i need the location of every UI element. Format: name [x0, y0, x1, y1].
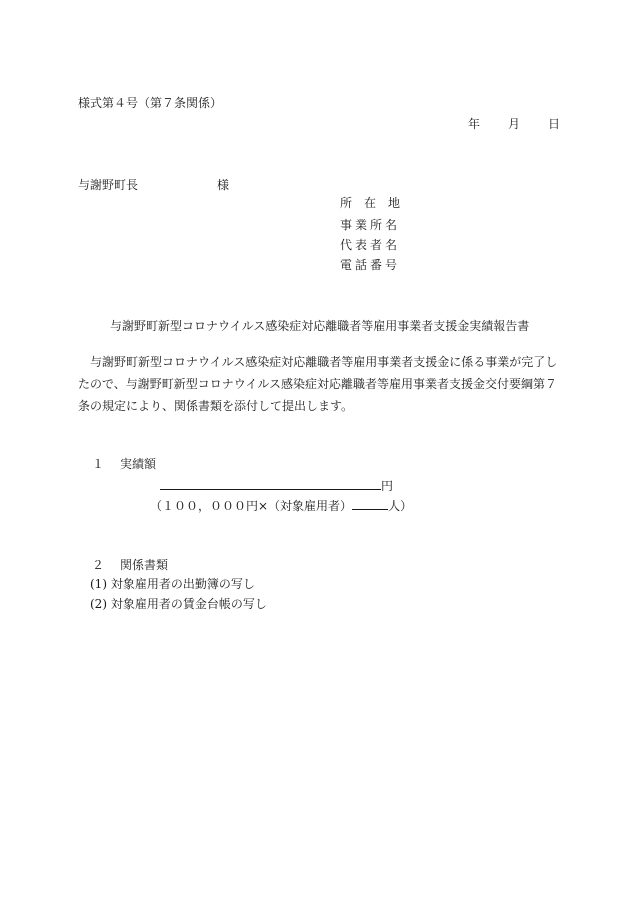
body-line: 与謝野町新型コロナウイルス感染症対応離職者等雇用事業者支援金に係る事業が完了し: [90, 355, 558, 369]
date-day: 日: [548, 117, 561, 131]
body-line: たので、与謝野町新型コロナウイルス感染症対応離職者等雇用事業者支援金交付要綱第７: [78, 377, 558, 391]
field-address: 所 在 地: [340, 196, 401, 210]
document-item: (2) 対象雇用者の賃金台帳の写し: [90, 597, 267, 611]
formula-suffix: 人）: [388, 499, 413, 513]
date-year: 年: [468, 117, 481, 131]
date-month: 月: [508, 117, 521, 131]
section2-heading: [92, 559, 168, 571]
section2-title: 関係書類: [120, 558, 169, 572]
section1-heading: [92, 458, 156, 470]
document-item: (1) 対象雇用者の出勤簿の写し: [90, 577, 255, 591]
document-title: 与謝野町新型コロナウイルス感染症対応離職者等雇用事業者支援金実績報告書: [110, 319, 530, 333]
body-line: 条の規定により、関係書類を添付して提出します。: [78, 399, 354, 413]
amount-blank: [160, 478, 381, 490]
field-business-name: 事業所名: [340, 218, 401, 232]
employee-count-blank: [352, 498, 388, 510]
amount-line: [160, 478, 393, 492]
amount-unit: 円: [381, 479, 394, 493]
formula-prefix: （１００，０００円×（対象雇用者）: [150, 499, 353, 513]
date-line: [468, 118, 560, 130]
body-paragraph: [78, 351, 556, 417]
recipient-honorific: 様: [217, 178, 230, 192]
recipient-name: 与謝野町長: [78, 178, 139, 192]
section2-number: ２: [92, 558, 105, 572]
form-number: 様式第４号（第７条関係）: [78, 96, 223, 110]
section1-title: 実績額: [120, 457, 157, 471]
section1-number: １: [92, 457, 105, 471]
amount-formula: [150, 498, 412, 512]
field-phone: 電話番号: [340, 258, 401, 272]
field-representative: 代表者名: [340, 238, 401, 252]
